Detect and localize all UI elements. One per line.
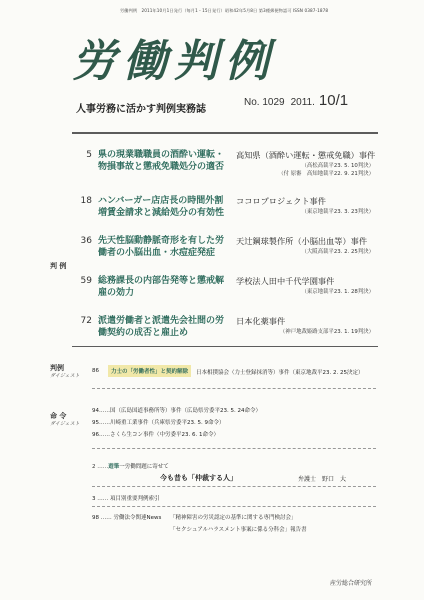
- essay-page: 2 ……: [92, 464, 109, 470]
- orders-divider: [92, 448, 376, 449]
- article-court: （東京地裁平23. 1. 28判決）: [301, 289, 374, 295]
- news-item: 「精神障害の労災認定の基準に関する専門検討会」: [170, 515, 297, 521]
- publisher-name: 産労総合研究所: [330, 580, 373, 587]
- issue-info: [244, 92, 348, 109]
- essay-line: [92, 462, 169, 470]
- issue-date: 10/1: [318, 92, 349, 109]
- section-label-orders: [50, 412, 80, 428]
- journal-title: 労働判例: [72, 36, 276, 87]
- article-title-line2: 物損事故と懲戒免職処分の適否: [98, 162, 225, 172]
- article-court: （高松高裁平23. 5. 10判決）: [301, 163, 374, 169]
- article-page: 36: [80, 236, 92, 246]
- essay-tag: 遊筆: [108, 464, 120, 470]
- issue-number: No. 1029: [244, 97, 285, 108]
- index-line: 3 …… 項目別重要判例索引: [92, 496, 160, 502]
- order-item: 94……国（広島国道事務所等）事件（広島県労委平23. 5. 24命令）: [92, 408, 261, 414]
- article-title-line2: 働者の小脳出血・水痘症発症: [98, 248, 216, 258]
- article-page: 18: [80, 196, 92, 206]
- article-title-line1: 派遣労働者と派遣先会社間の労: [98, 316, 225, 326]
- section-label-digest-sub: ダイジェスト: [50, 373, 80, 379]
- article-court: （神戸地裁姫路支部平23. 1. 19判決）: [279, 329, 374, 335]
- article-title-line2: 雇の効力: [98, 288, 135, 298]
- digest-case: 日本相撲協会（力士登録抹消等）事件（東京地裁平23. 2. 25決定）: [196, 370, 364, 376]
- article-case: 天辻鋼球製作所（小脳出血等）事件: [236, 236, 368, 246]
- issue-year: 2011.: [290, 97, 315, 108]
- top-divider: [72, 132, 378, 134]
- article-page: 5: [86, 150, 92, 160]
- article-page: 72: [80, 316, 92, 326]
- articles-divider: [72, 346, 378, 347]
- digest-page: 86: [92, 368, 99, 374]
- news-line: 98 …… 労働法令関連News: [92, 515, 162, 521]
- article-title-line2: 働契約の成否と雇止め: [98, 328, 189, 338]
- news-item: 「セクシュアルハラスメント事案に係る分科会」報告書: [170, 527, 307, 533]
- article-court: （東京地裁平23. 3. 23判決）: [301, 209, 374, 215]
- article-page: 59: [80, 276, 92, 286]
- essay-divider: [92, 486, 376, 487]
- digest-divider: [92, 388, 376, 389]
- article-case: 日本化薬事件: [236, 316, 286, 326]
- essay-title: 今も昔も「仲裁する人」: [160, 474, 237, 482]
- article-court: （大阪高裁平23. 2. 25判決）: [301, 249, 374, 255]
- article-title-line1: 県の現業職職員の酒酔い運転・: [98, 150, 225, 160]
- essay-author: 弁護士 野口 大: [298, 476, 347, 483]
- article-case: 学校法人田中千代学園事件: [236, 276, 335, 286]
- index-divider: [92, 506, 376, 507]
- article-title-line1: ハンバーガー店店長の時間外割: [98, 196, 224, 206]
- order-item: 96……さくら生コン事件（中労委平23. 6. 1命令）: [92, 432, 219, 438]
- article-title-line1: 総務課長の内部告発等と懲戒解: [98, 276, 225, 286]
- essay-subtitle: 一労働問題に寄せて: [119, 464, 169, 470]
- section-label-digest: [50, 364, 80, 380]
- section-label-hanrei: 判 例: [50, 262, 67, 270]
- publication-info-line: 労働判例 2011年10月1日発行（毎月1・15日発行）昭和42年5月8日 第3種郵便物認可 ISSN 0387-1878: [120, 8, 329, 13]
- section-label-orders-main: 命 令: [50, 412, 67, 420]
- article-case: ココロプロジェクト事件: [236, 196, 326, 206]
- section-label-orders-sub: ダイジェスト: [50, 421, 80, 427]
- journal-subtitle: 人事労務に活かす判例実務誌: [76, 104, 206, 115]
- article-case: 高知県（酒酔い運転・懲戒免職）事件: [236, 150, 376, 160]
- article-court-sub: （付 原審 高知地裁平22. 9. 21判決）: [278, 171, 374, 177]
- digest-topic-badge: 力士の「労働者性」と契約解除: [108, 365, 191, 377]
- article-title-line1: 先天性脳動静脈奇形を有した労: [98, 236, 225, 246]
- order-item: 95……川崎重工業事件（兵庫県労委平23. 5. 9命令）: [92, 420, 225, 426]
- article-title-line2: 増賃金請求と減給処分の有効性: [98, 208, 225, 218]
- section-label-digest-main: 判例: [50, 364, 64, 372]
